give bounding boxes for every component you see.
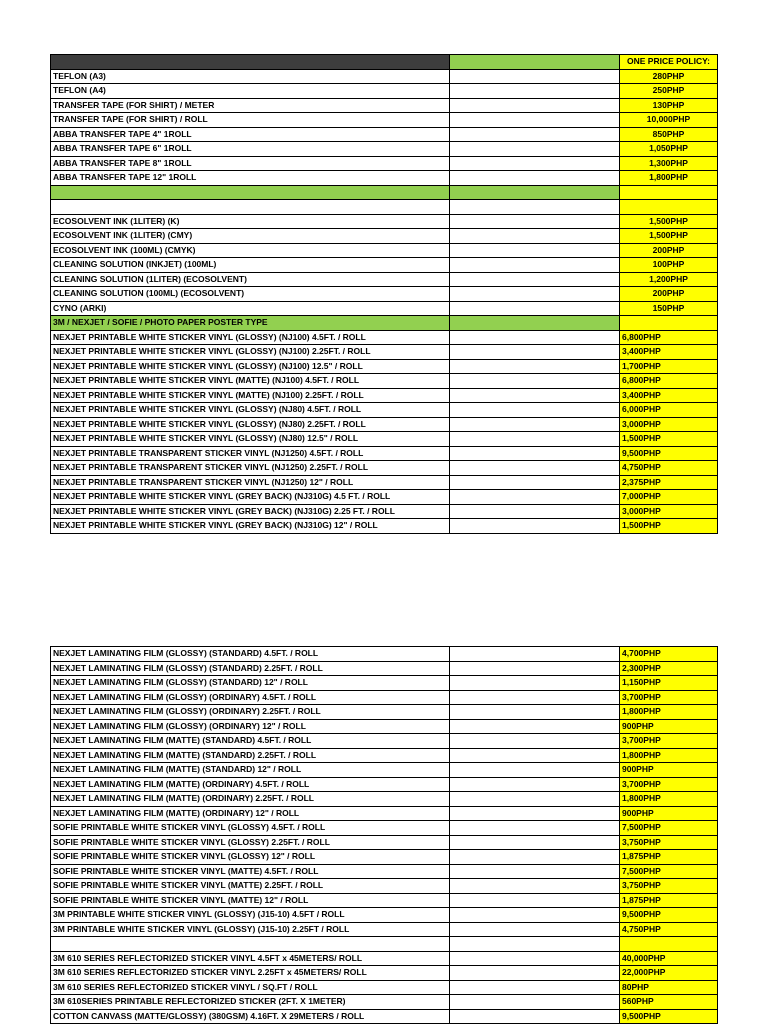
table-row [51, 850, 718, 865]
item-price: 1,300PHP [620, 156, 718, 171]
item-price: 3,700PHP [620, 690, 718, 705]
blank-cell [450, 821, 620, 836]
item-name: NEXJET PRINTABLE TRANSPARENT STICKER VINYL (NJ1250) 4.5FT. / ROLL [51, 446, 450, 461]
item-name: NEXJET LAMINATING FILM (GLOSSY) (ORDINARY) 12" / ROLL [51, 719, 450, 734]
item-price: 3,750PHP [620, 879, 718, 894]
table-row [51, 461, 718, 476]
table-row [51, 792, 718, 807]
item-price [620, 937, 718, 952]
item-name: CLEANING SOLUTION (INKJET) (100ML) [51, 258, 450, 273]
section-title-row [51, 316, 718, 331]
table-row [51, 763, 718, 778]
table-row [51, 661, 718, 676]
item-price: 6,800PHP [620, 330, 718, 345]
item-name: ABBA TRANSFER TAPE 12" 1ROLL [51, 171, 450, 186]
table-row [51, 345, 718, 360]
header-cell [450, 55, 620, 70]
item-price: 40,000PHP [620, 951, 718, 966]
blank-cell [450, 893, 620, 908]
blank-cell [450, 850, 620, 865]
item-name: 3M 610SERIES PRINTABLE REFLECTORIZED STICKER (2FT. X 1METER) [51, 995, 450, 1010]
item-price: 10,000PHP [620, 113, 718, 128]
item-name: NEXJET LAMINATING FILM (GLOSSY) (STANDARD) 12" / ROLL [51, 676, 450, 691]
item-price: 9,500PHP [620, 446, 718, 461]
item-name: NEXJET PRINTABLE WHITE STICKER VINYL (GLOSSY) (NJ80) 4.5FT. / ROLL [51, 403, 450, 418]
blank-cell [450, 806, 620, 821]
item-price: 9,500PHP [620, 908, 718, 923]
blank-cell [450, 519, 620, 534]
table-row [51, 951, 718, 966]
blank-cell [450, 661, 620, 676]
item-price: 1,800PHP [620, 705, 718, 720]
price-table-1 [50, 54, 718, 534]
item-price: 1,500PHP [620, 519, 718, 534]
table-row [51, 98, 718, 113]
item-price: 6,000PHP [620, 403, 718, 418]
table-row [51, 287, 718, 302]
blank-cell [450, 777, 620, 792]
table-row [51, 676, 718, 691]
blank-cell [450, 432, 620, 447]
item-name: NEXJET LAMINATING FILM (MATTE) (ORDINARY) 12" / ROLL [51, 806, 450, 821]
table-row [51, 980, 718, 995]
item-price: 22,000PHP [620, 966, 718, 981]
blank-cell [450, 995, 620, 1010]
blank-cell [450, 200, 620, 215]
blank-cell [450, 980, 620, 995]
table-row [51, 504, 718, 519]
blank-cell [450, 835, 620, 850]
item-name: NEXJET PRINTABLE WHITE STICKER VINYL (GLOSSY) (NJ80) 12.5" / ROLL [51, 432, 450, 447]
item-name [51, 200, 450, 215]
blank-cell [450, 705, 620, 720]
item-name: TEFLON (A4) [51, 84, 450, 99]
table-row [51, 84, 718, 99]
item-name: 3M 610 SERIES REFLECTORIZED STICKER VINYL 2.25FT x 45METERS/ ROLL [51, 966, 450, 981]
price-table-2 [50, 646, 718, 1024]
item-price: 130PHP [620, 98, 718, 113]
item-price: 1,500PHP [620, 432, 718, 447]
table-row [51, 142, 718, 157]
empty-row [51, 200, 718, 215]
item-name: ECOSOLVENT INK (100ML) (CMYK) [51, 243, 450, 258]
table-row [51, 388, 718, 403]
item-name: SOFIE PRINTABLE WHITE STICKER VINYL (MATTE) 2.25FT. / ROLL [51, 879, 450, 894]
table-row [51, 1009, 718, 1024]
item-price: 100PHP [620, 258, 718, 273]
item-price: 2,300PHP [620, 661, 718, 676]
table-row [51, 330, 718, 345]
item-name: CLEANING SOLUTION (1LITER) (ECOSOLVENT) [51, 272, 450, 287]
item-name: NEXJET LAMINATING FILM (GLOSSY) (STANDARD) 2.25FT. / ROLL [51, 661, 450, 676]
item-name: NEXJET PRINTABLE WHITE STICKER VINYL (GREY BACK) (NJ310G) 4.5 FT. / ROLL [51, 490, 450, 505]
item-name: SOFIE PRINTABLE WHITE STICKER VINYL (MATTE) 4.5FT. / ROLL [51, 864, 450, 879]
table-row [51, 359, 718, 374]
table-row [51, 113, 718, 128]
item-price: 6,800PHP [620, 374, 718, 389]
item-price: 280PHP [620, 69, 718, 84]
item-price: 1,875PHP [620, 850, 718, 865]
table-row [51, 127, 718, 142]
item-name: NEXJET LAMINATING FILM (MATTE) (ORDINARY) 2.25FT. / ROLL [51, 792, 450, 807]
blank-cell [450, 461, 620, 476]
blank-cell [450, 142, 620, 157]
blank-cell [450, 127, 620, 142]
item-price: 1,800PHP [620, 792, 718, 807]
item-name: NEXJET PRINTABLE TRANSPARENT STICKER VINYL (NJ1250) 12" / ROLL [51, 475, 450, 490]
section-divider-row [51, 185, 718, 200]
item-price: 1,050PHP [620, 142, 718, 157]
item-name: NEXJET LAMINATING FILM (GLOSSY) (ORDINARY) 2.25FT. / ROLL [51, 705, 450, 720]
item-name: 3M PRINTABLE WHITE STICKER VINYL (GLOSSY) (J15-10) 4.5FT / ROLL [51, 908, 450, 923]
item-name: NEXJET LAMINATING FILM (MATTE) (STANDARD) 12" / ROLL [51, 763, 450, 778]
item-price: 4,750PHP [620, 461, 718, 476]
table-row [51, 446, 718, 461]
blank-cell [450, 922, 620, 937]
blank-cell [450, 84, 620, 99]
blank-cell [450, 1009, 620, 1024]
blank-cell [450, 185, 620, 200]
item-name: NEXJET LAMINATING FILM (MATTE) (STANDARD) 4.5FT. / ROLL [51, 734, 450, 749]
table-row [51, 417, 718, 432]
table-row [51, 821, 718, 836]
item-price: 2,375PHP [620, 475, 718, 490]
item-name: 3M 610 SERIES REFLECTORIZED STICKER VINYL 4.5FT x 45METERS/ ROLL [51, 951, 450, 966]
blank-cell [450, 690, 620, 705]
item-name: ECOSOLVENT INK (1LITER) (CMY) [51, 229, 450, 244]
table-row [51, 229, 718, 244]
item-price: 900PHP [620, 806, 718, 821]
blank-cell [450, 98, 620, 113]
blank-cell [450, 864, 620, 879]
item-name [51, 937, 450, 952]
one-price-policy-label: ONE PRICE POLICY: [620, 55, 718, 70]
table-row [51, 748, 718, 763]
item-price: 200PHP [620, 243, 718, 258]
item-price: 3,400PHP [620, 345, 718, 360]
table-row [51, 301, 718, 316]
blank-cell [450, 330, 620, 345]
blank-cell [450, 156, 620, 171]
table-row [51, 490, 718, 505]
item-name: SOFIE PRINTABLE WHITE STICKER VINYL (MATTE) 12" / ROLL [51, 893, 450, 908]
blank-cell [450, 388, 620, 403]
table-row [51, 519, 718, 534]
blank-cell [450, 272, 620, 287]
blank-cell [450, 403, 620, 418]
table-row [51, 156, 718, 171]
item-price: 1,500PHP [620, 229, 718, 244]
item-name: SOFIE PRINTABLE WHITE STICKER VINYL (GLOSSY) 2.25FT. / ROLL [51, 835, 450, 850]
item-name: NEXJET PRINTABLE WHITE STICKER VINYL (GREY BACK) (NJ310G) 2.25 FT. / ROLL [51, 504, 450, 519]
item-name [51, 185, 450, 200]
table-row [51, 403, 718, 418]
blank-cell [450, 734, 620, 749]
item-name: NEXJET PRINTABLE WHITE STICKER VINYL (GLOSSY) (NJ80) 2.25FT. / ROLL [51, 417, 450, 432]
table-row [51, 214, 718, 229]
blank-cell [450, 316, 620, 331]
item-name: NEXJET PRINTABLE WHITE STICKER VINYL (MATTE) (NJ100) 2.25FT. / ROLL [51, 388, 450, 403]
header-row [51, 55, 718, 70]
item-price: 1,500PHP [620, 214, 718, 229]
item-name: SOFIE PRINTABLE WHITE STICKER VINYL (GLOSSY) 12" / ROLL [51, 850, 450, 865]
item-price: 1,800PHP [620, 748, 718, 763]
blank-cell [450, 937, 620, 952]
table-row [51, 690, 718, 705]
item-name: CLEANING SOLUTION (100ML) (ECOSOLVENT) [51, 287, 450, 302]
item-price: 900PHP [620, 719, 718, 734]
blank-cell [450, 345, 620, 360]
blank-cell [450, 719, 620, 734]
table-row [51, 705, 718, 720]
blank-cell [450, 258, 620, 273]
item-price: 850PHP [620, 127, 718, 142]
item-name: NEXJET LAMINATING FILM (MATTE) (STANDARD) 2.25FT. / ROLL [51, 748, 450, 763]
item-price: 900PHP [620, 763, 718, 778]
table-row [51, 864, 718, 879]
blank-cell [450, 214, 620, 229]
item-name: 3M PRINTABLE WHITE STICKER VINYL (GLOSSY) (J15-10) 2.25FT / ROLL [51, 922, 450, 937]
item-name: NEXJET LAMINATING FILM (GLOSSY) (ORDINARY) 4.5FT. / ROLL [51, 690, 450, 705]
blank-cell [450, 359, 620, 374]
empty-row [51, 937, 718, 952]
table-row [51, 475, 718, 490]
header-cell [51, 55, 450, 70]
item-price: 3,700PHP [620, 734, 718, 749]
table-row [51, 777, 718, 792]
blank-cell [450, 243, 620, 258]
blank-cell [450, 951, 620, 966]
blank-cell [450, 301, 620, 316]
table-row [51, 966, 718, 981]
item-price: 3,750PHP [620, 835, 718, 850]
blank-cell [450, 374, 620, 389]
blank-cell [450, 504, 620, 519]
table-row [51, 879, 718, 894]
blank-cell [450, 113, 620, 128]
table-row [51, 719, 718, 734]
table-row [51, 647, 718, 662]
item-name: NEXJET PRINTABLE WHITE STICKER VINYL (MATTE) (NJ100) 4.5FT. / ROLL [51, 374, 450, 389]
item-name: NEXJET LAMINATING FILM (GLOSSY) (STANDARD) 4.5FT. / ROLL [51, 647, 450, 662]
item-price: 3,000PHP [620, 504, 718, 519]
item-name: 3M 610 SERIES REFLECTORIZED STICKER VINYL / SQ.FT / ROLL [51, 980, 450, 995]
blank-cell [450, 763, 620, 778]
item-price: 150PHP [620, 301, 718, 316]
item-name: ABBA TRANSFER TAPE 4" 1ROLL [51, 127, 450, 142]
item-name: TRANSFER TAPE (FOR SHIRT) / METER [51, 98, 450, 113]
item-name: TRANSFER TAPE (FOR SHIRT) / ROLL [51, 113, 450, 128]
blank-cell [450, 446, 620, 461]
item-price [620, 200, 718, 215]
item-name: ABBA TRANSFER TAPE 6" 1ROLL [51, 142, 450, 157]
item-price: 3,000PHP [620, 417, 718, 432]
item-price: 560PHP [620, 995, 718, 1010]
item-price: 1,800PHP [620, 171, 718, 186]
item-name: NEXJET PRINTABLE WHITE STICKER VINYL (GLOSSY) (NJ100) 2.25FT. / ROLL [51, 345, 450, 360]
table-row [51, 995, 718, 1010]
blank-cell [450, 417, 620, 432]
item-price: 4,750PHP [620, 922, 718, 937]
item-price: 3,400PHP [620, 388, 718, 403]
item-name: ECOSOLVENT INK (1LITER) (K) [51, 214, 450, 229]
section-title: 3M / NEXJET / SOFIE / PHOTO PAPER POSTER TYPE [51, 316, 450, 331]
table-row [51, 835, 718, 850]
item-price: 7,500PHP [620, 864, 718, 879]
blank-cell [450, 792, 620, 807]
blank-cell [450, 748, 620, 763]
item-price: 1,150PHP [620, 676, 718, 691]
item-price: 80PHP [620, 980, 718, 995]
item-name: COTTON CANVASS (MATTE/GLOSSY) (380GSM) 4.16FT. X 29METERS / ROLL [51, 1009, 450, 1024]
item-price: 3,700PHP [620, 777, 718, 792]
table-row [51, 374, 718, 389]
item-price: 4,700PHP [620, 647, 718, 662]
blank-cell [450, 490, 620, 505]
table-row [51, 272, 718, 287]
item-price: 250PHP [620, 84, 718, 99]
blank-cell [450, 475, 620, 490]
item-name: NEXJET PRINTABLE WHITE STICKER VINYL (GLOSSY) (NJ100) 4.5FT. / ROLL [51, 330, 450, 345]
blank-cell [450, 908, 620, 923]
blank-cell [450, 676, 620, 691]
table-row [51, 922, 718, 937]
table-row [51, 258, 718, 273]
item-name: NEXJET LAMINATING FILM (MATTE) (ORDINARY) 4.5FT. / ROLL [51, 777, 450, 792]
table-row [51, 243, 718, 258]
blank-cell [450, 69, 620, 84]
blank-cell [450, 171, 620, 186]
item-name: NEXJET PRINTABLE TRANSPARENT STICKER VINYL (NJ1250) 2.25FT. / ROLL [51, 461, 450, 476]
blank-cell [450, 966, 620, 981]
table-row [51, 432, 718, 447]
table-row [51, 908, 718, 923]
item-price: 7,500PHP [620, 821, 718, 836]
item-name: TEFLON (A3) [51, 69, 450, 84]
item-price [620, 316, 718, 331]
item-name: SOFIE PRINTABLE WHITE STICKER VINYL (GLOSSY) 4.5FT. / ROLL [51, 821, 450, 836]
item-name: NEXJET PRINTABLE WHITE STICKER VINYL (GREY BACK) (NJ310G) 12" / ROLL [51, 519, 450, 534]
table-row [51, 171, 718, 186]
blank-cell [450, 287, 620, 302]
item-price: 7,000PHP [620, 490, 718, 505]
item-name: NEXJET PRINTABLE WHITE STICKER VINYL (GLOSSY) (NJ100) 12.5" / ROLL [51, 359, 450, 374]
item-price: 1,875PHP [620, 893, 718, 908]
item-price: 9,500PHP [620, 1009, 718, 1024]
table-row [51, 893, 718, 908]
item-name: CYNO (ARKI) [51, 301, 450, 316]
item-price [620, 185, 718, 200]
table-row [51, 734, 718, 749]
item-name: ABBA TRANSFER TAPE 8" 1ROLL [51, 156, 450, 171]
table-row [51, 806, 718, 821]
blank-cell [450, 879, 620, 894]
blank-cell [450, 229, 620, 244]
item-price: 1,200PHP [620, 272, 718, 287]
item-price: 200PHP [620, 287, 718, 302]
table-row [51, 69, 718, 84]
blank-cell [450, 647, 620, 662]
item-price: 1,700PHP [620, 359, 718, 374]
